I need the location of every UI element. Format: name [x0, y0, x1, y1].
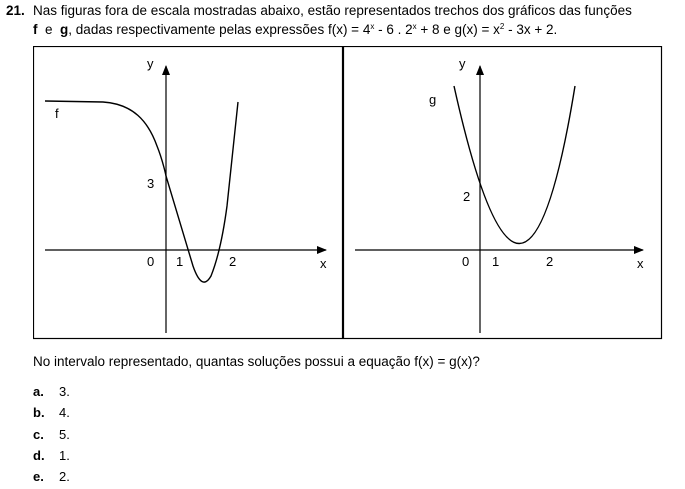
option-a-text: 3.: [59, 384, 70, 399]
option-d[interactable]: [33, 448, 70, 463]
graph-f-tick-2: 2: [229, 254, 237, 269]
option-c-letter: c.: [33, 427, 44, 442]
graph-f-y-intercept: 3: [147, 176, 155, 191]
graph-f-origin-label: 0: [147, 254, 155, 269]
option-b-letter: b.: [33, 405, 45, 420]
graph-g-origin-label: 0: [462, 254, 470, 269]
stem-text-c: + 8 e g(x) = x: [416, 22, 500, 37]
option-d-text: 1.: [59, 448, 70, 463]
exponent-x-1: x: [370, 22, 375, 31]
graph-f-label: f: [55, 106, 59, 121]
graph-f-x-label: x: [320, 256, 327, 271]
graphs-svg: [33, 46, 663, 340]
exponent-2: 2: [499, 22, 505, 31]
conjunction-e: e: [45, 22, 53, 37]
question-prompt: No intervalo representado, quantas soluções possui a equação f(x) = g(x)?: [33, 354, 480, 369]
graph-g-label: g: [429, 92, 437, 107]
stem-text-a: , dadas respectivamente pelas expressões f(x) = 4: [68, 22, 371, 37]
option-e[interactable]: [33, 469, 70, 484]
graph-g-tick-1: 1: [492, 254, 500, 269]
graph-f-panel: [34, 47, 343, 339]
question-stem-line1: Nas figuras fora de escala mostradas abaixo, estão representados trechos dos gráficos das funções: [33, 3, 632, 18]
graph-g-tick-2: 2: [546, 254, 554, 269]
option-e-text: 2.: [59, 469, 70, 484]
option-a[interactable]: [33, 384, 70, 399]
option-c-text: 5.: [59, 427, 70, 442]
graph-g-x-label: x: [637, 256, 644, 271]
graph-f-y-label: y: [147, 56, 154, 71]
function-f-name: f: [33, 22, 38, 37]
stem-text-b: - 6 . 2: [374, 22, 413, 37]
function-g-name: g: [60, 22, 69, 37]
graphs-figure: [33, 46, 663, 340]
option-b[interactable]: [33, 405, 70, 420]
graph-g-y-intercept: 2: [463, 189, 471, 204]
graph-f-curve: [45, 101, 238, 282]
option-a-letter: a.: [33, 384, 44, 399]
graph-f-tick-1: 1: [176, 254, 184, 269]
graph-g-panel: [344, 47, 662, 339]
graph-g-y-label: y: [459, 56, 466, 71]
stem-text-d: - 3x + 2.: [504, 22, 558, 37]
graph-g-curve: [454, 86, 575, 244]
option-e-letter: e.: [33, 469, 44, 484]
option-b-text: 4.: [59, 405, 70, 420]
graph-f-frame: [34, 47, 343, 339]
graph-g-frame: [344, 47, 662, 339]
exponent-x-2: x: [412, 22, 417, 31]
option-d-letter: d.: [33, 448, 45, 463]
option-c[interactable]: [33, 427, 70, 442]
question-number: 21.: [6, 3, 25, 18]
question-stem-line2: [33, 22, 557, 37]
